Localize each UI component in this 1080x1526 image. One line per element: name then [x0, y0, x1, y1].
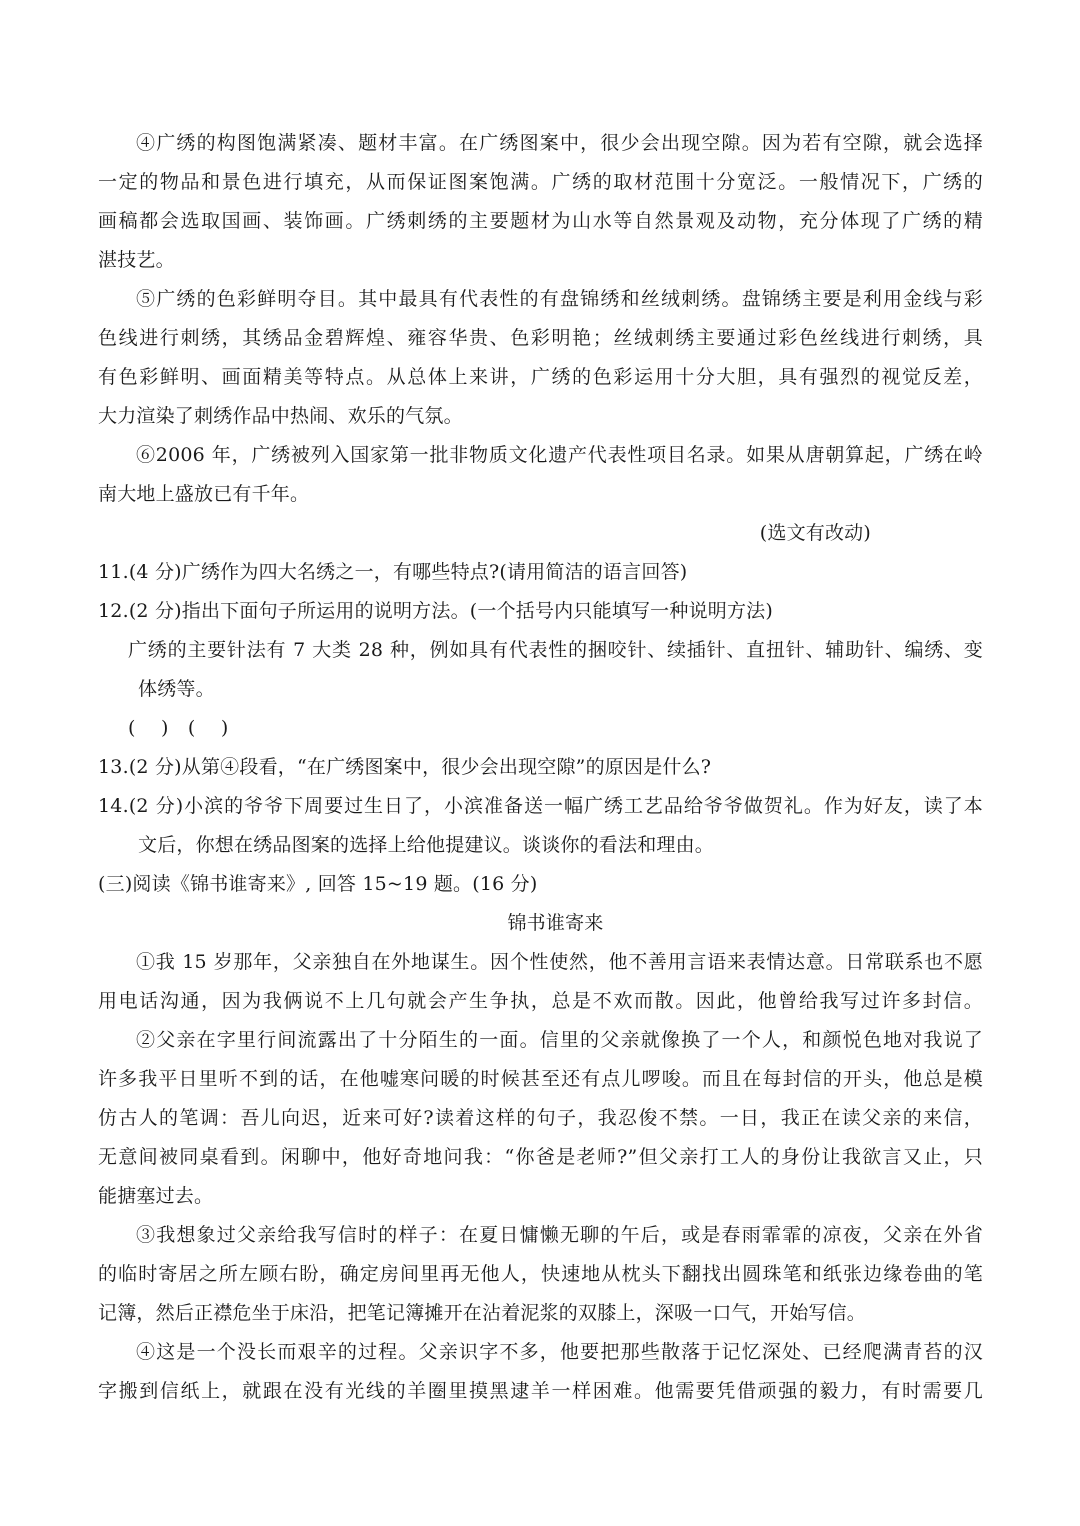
text-line: 湛技艺。	[98, 249, 175, 271]
text-line: ⑤广绣的色彩鲜明夺目。其中最具有代表性的有盘锦绣和丝绒刺绣。盘锦绣主要是利用金线与彩	[136, 288, 983, 310]
text-line: ③我想象过父亲给我写信时的样子：在夏日慵懒无聊的午后，或是春雨霏霏的凉夜，父亲在外省	[136, 1224, 983, 1246]
paragraph-5	[98, 280, 983, 436]
paragraph-6	[98, 436, 983, 514]
question-14: 14.(2 分)小滨的爷爷下周要过生日了，小滨准备送一幅广绣工艺品给爷爷做贺礼。作为好友，读了本	[98, 795, 983, 817]
text-line: 色线进行刺绣，其绣品金碧辉煌、雍容华贵、色彩明艳；丝绒刺绣主要通过彩色丝线进行刺绣，具	[98, 327, 983, 349]
question-12-blanks[interactable]: ( ) ( )	[128, 717, 229, 739]
question-12-sentence: 广绣的主要针法有 7 大类 28 种，例如具有代表性的捆咬针、续插针、直扭针、辅助针、编绣、变	[128, 639, 983, 661]
paragraph-4	[98, 124, 983, 280]
text-line: 的临时寄居之所左顾右盼，确定房间里再无他人，快速地从枕头下翻找出圆珠笔和纸张边缘卷曲的笔	[98, 1263, 983, 1285]
text-line: 无意间被同桌看到。闲聊中，他好奇地问我：“你爸是老师?”但父亲打工人的身份让我欲言又止，只	[98, 1146, 983, 1168]
source-note: (选文有改动)	[759, 522, 871, 544]
article-paragraph-2	[98, 1021, 983, 1216]
article-paragraph-3	[98, 1216, 983, 1333]
article-title: 锦书谁寄来	[507, 912, 604, 934]
exam-page	[98, 124, 983, 1411]
text-line: 大力渲染了刺绣作品中热闹、欢乐的气氛。	[98, 405, 463, 427]
text-line: 记簿，然后正襟危坐于床沿，把笔记簿摊开在沾着泥浆的双膝上，深吸一口气，开始写信。	[98, 1302, 867, 1324]
text-line: 一定的物品和景色进行填充，从而保证图案饱满。广绣的取材范围十分宽泛。一般情况下，广绣的	[98, 171, 983, 193]
text-line: 许多我平日里听不到的话，在他嘘寒问暖的时候甚至还有点儿啰唆。而且在每封信的开头，他总是模	[98, 1068, 983, 1090]
text-line: ①我 15 岁那年，父亲独自在外地谋生。因个性使然，他不善用言语来表情达意。日常联系也不愿	[136, 951, 983, 973]
text-line: ⑥2006 年，广绣被列入国家第一批非物质文化遗产代表性项目名录。如果从唐朝算起，广绣在岭	[136, 444, 983, 466]
question-12: 12.(2 分)指出下面句子所运用的说明方法。(一个括号内只能填写一种说明方法)	[98, 600, 773, 622]
question-14: 文后，你想在绣品图案的选择上给他提建议。谈谈你的看法和理由。	[138, 834, 715, 856]
text-line: 南大地上盛放已有千年。	[98, 483, 310, 505]
article-paragraph-1	[98, 943, 983, 1021]
article-paragraph-4	[98, 1333, 983, 1411]
text-line: 画稿都会选取国画、装饰画。广绣刺绣的主要题材为山水等自然景观及动物，充分体现了广绣的精	[98, 210, 983, 232]
text-line: 有色彩鲜明、画面精美等特点。从总体上来讲，广绣的色彩运用十分大胆，具有强烈的视觉反差，	[98, 366, 983, 388]
question-12-sentence: 体绣等。	[138, 678, 215, 700]
text-line: ②父亲在字里行间流露出了十分陌生的一面。信里的父亲就像换了一个人，和颜悦色地对我说了	[136, 1029, 983, 1051]
text-line: 字搬到信纸上，就跟在没有光线的羊圈里摸黑逮羊一样困难。他需要凭借顽强的毅力，有时需要几	[98, 1380, 983, 1402]
text-line: 仿古人的笔调：吾儿向迟，近来可好?读着这样的句子，我忍俊不禁。一日，我正在读父亲的来信，	[98, 1107, 983, 1129]
text-line: ④这是一个没长而艰辛的过程。父亲识字不多，他要把那些散落于记忆深处、已经爬满青苔的汉	[136, 1341, 983, 1363]
text-line: 用电话沟通，因为我俩说不上几句就会产生争执，总是不欢而散。因此，他曾给我写过许多封信。	[98, 990, 983, 1012]
question-11: 11.(4 分)广绣作为四大名绣之一，有哪些特点?(请用简洁的语言回答)	[98, 561, 688, 583]
section-3-heading: (三)阅读《锦书谁寄来》, 回答 15~19 题。(16 分)	[98, 873, 538, 895]
question-13: 13.(2 分)从第④段看，“在广绣图案中，很少会出现空隙”的原因是什么?	[98, 756, 712, 778]
text-line: 能搪塞过去。	[98, 1185, 214, 1207]
text-line: ④广绣的构图饱满紧凑、题材丰富。在广绣图案中，很少会出现空隙。因为若有空隙，就会选择	[136, 132, 983, 154]
